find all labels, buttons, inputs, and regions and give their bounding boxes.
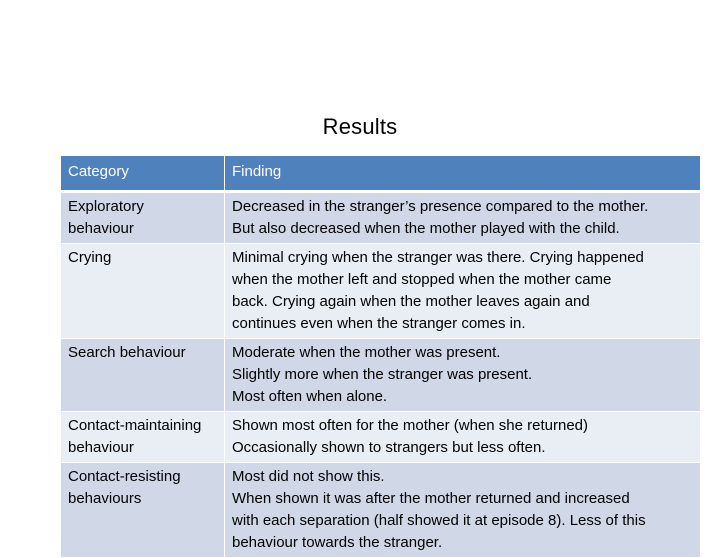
finding-line: when the mother left and stopped when the mother came <box>232 271 612 288</box>
category-line: Contact-resisting <box>68 468 181 485</box>
finding-line: back. Crying again when the mother leaves again and <box>232 293 590 310</box>
finding-line: Minimal crying when the stranger was there. Crying happened <box>232 249 644 266</box>
finding-line: behaviour towards the stranger. <box>232 534 443 551</box>
table-header-row <box>61 156 701 192</box>
finding-cell <box>225 244 701 339</box>
category-line: Contact-maintaining <box>68 417 202 434</box>
finding-line: with each separation (half showed it at episode 8). Less of this <box>232 512 646 529</box>
header-category: Category <box>61 156 225 192</box>
table-row <box>61 412 701 463</box>
finding-line: Most did not show this. <box>232 468 385 485</box>
finding-cell <box>225 412 701 463</box>
finding-line: Occasionally shown to strangers but less often. <box>232 439 546 456</box>
category-cell <box>61 339 225 412</box>
results-table <box>60 155 701 558</box>
finding-line: Most often when alone. <box>232 388 388 405</box>
finding-line: Slightly more when the stranger was present. <box>232 366 533 383</box>
category-line: Search behaviour <box>68 344 186 361</box>
header-finding: Finding <box>225 156 701 192</box>
finding-line: But also decreased when the mother played with the child. <box>232 220 620 237</box>
table-row <box>61 192 701 244</box>
finding-line: When shown it was after the mother returned and increased <box>232 490 630 507</box>
table-row <box>61 244 701 339</box>
table-row <box>61 339 701 412</box>
finding-line: continues even when the stranger comes in. <box>232 315 526 332</box>
finding-cell <box>225 463 701 558</box>
category-line: Exploratory <box>68 198 144 215</box>
category-line: behaviour <box>68 220 134 237</box>
table-row <box>61 463 701 558</box>
finding-cell <box>225 192 701 244</box>
slide-title: Results <box>322 114 398 139</box>
finding-cell <box>225 339 701 412</box>
finding-line: Moderate when the mother was present. <box>232 344 501 361</box>
category-cell <box>61 244 225 339</box>
category-cell <box>61 192 225 244</box>
finding-line: Shown most often for the mother (when she returned) <box>232 417 589 434</box>
finding-line: Decreased in the stranger’s presence compared to the mother. <box>232 198 649 215</box>
category-cell <box>61 463 225 558</box>
category-line: behaviour <box>68 439 134 456</box>
category-line: behaviours <box>68 490 142 507</box>
category-cell <box>61 412 225 463</box>
category-line: Crying <box>68 249 112 266</box>
